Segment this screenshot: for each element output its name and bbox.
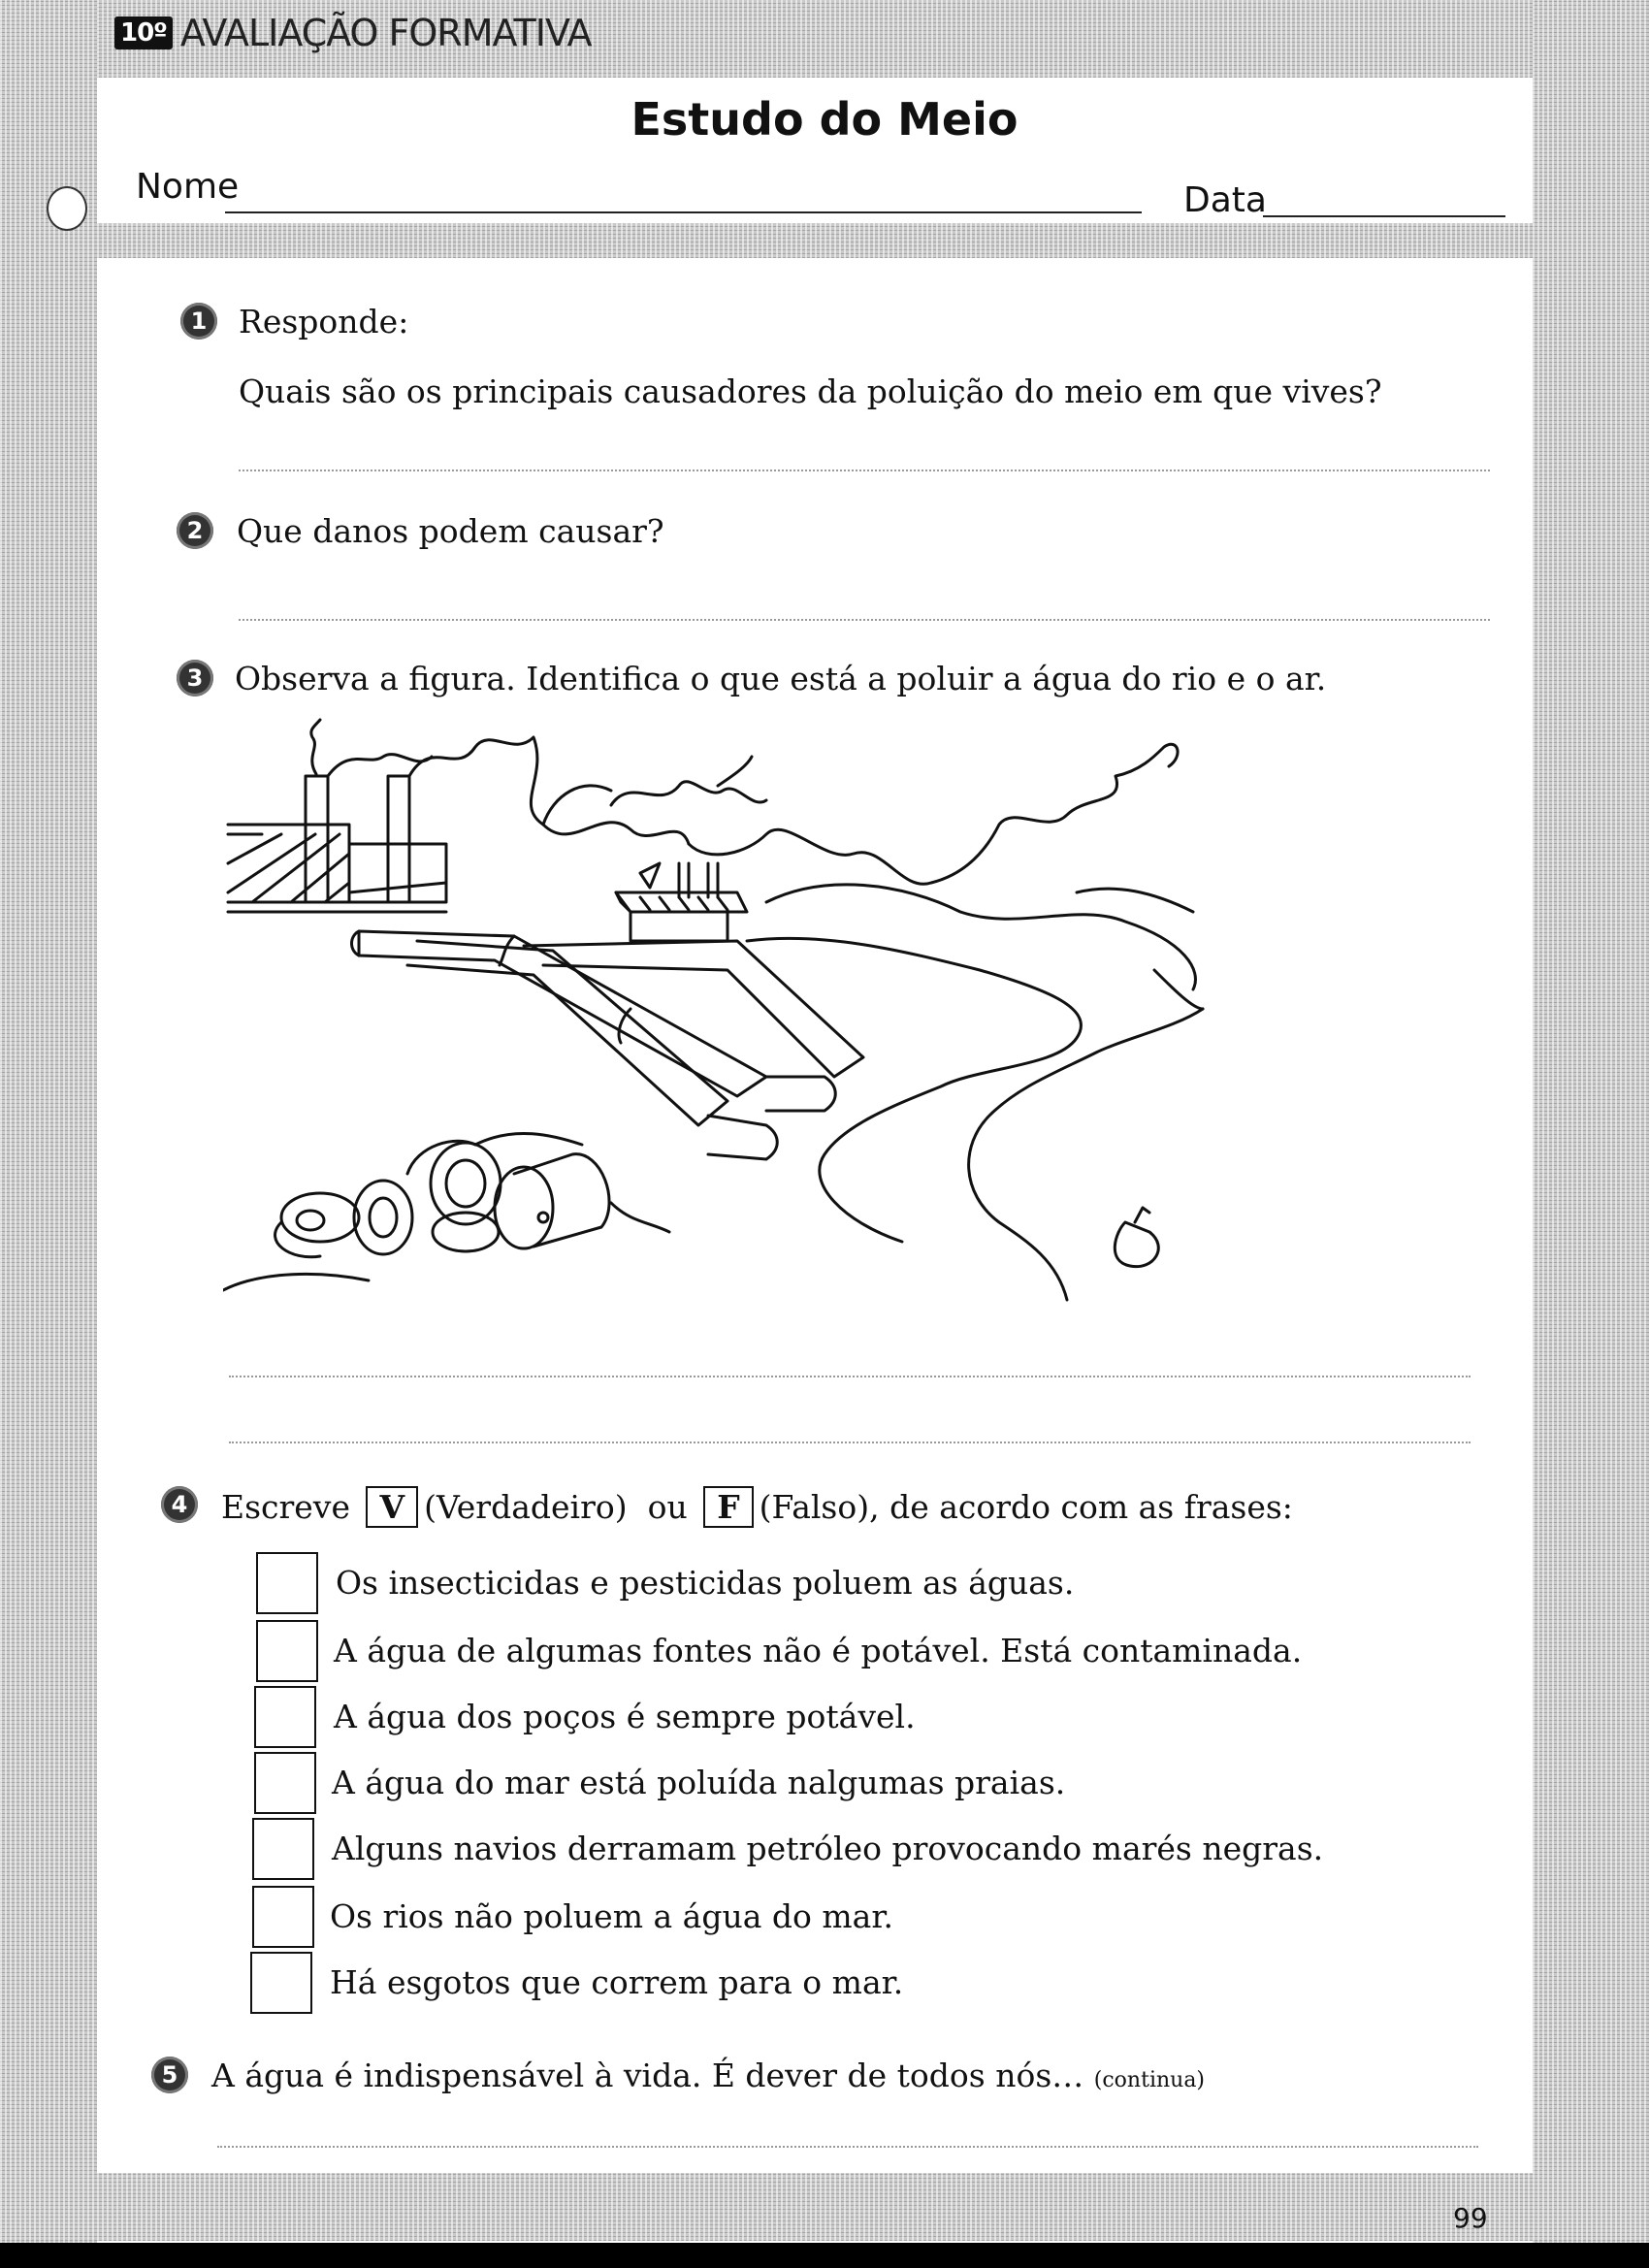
question-5-number: 5 (151, 2057, 188, 2093)
series-header (114, 8, 592, 58)
answer-box[interactable] (254, 1752, 316, 1814)
answer-line-2[interactable] (239, 619, 1490, 621)
grade-badge: 10º (114, 16, 173, 49)
header-band (97, 223, 1533, 258)
answer-box[interactable] (256, 1620, 318, 1682)
question-1-text: Quais são os principais causadores da poluição do meio em que vives? (239, 373, 1382, 410)
statement: Os insecticidas e pesticidas poluem as águas. (336, 1564, 1075, 1602)
answer-line-3a[interactable] (229, 1376, 1471, 1377)
true-symbol-box: V (366, 1486, 418, 1528)
page-title: Estudo do Meio (630, 93, 1018, 146)
answer-box[interactable] (252, 1818, 314, 1880)
statement: Os rios não poluem a água do mar. (330, 1897, 893, 1935)
question-2-number: 2 (177, 512, 213, 549)
continue-note: (continua) (1093, 2068, 1206, 2092)
waste-pile (275, 1133, 669, 1256)
statement: A água dos poços é sempre potável. (334, 1698, 916, 1735)
page-frame-right (1533, 0, 1649, 2268)
answer-box[interactable] (256, 1552, 318, 1614)
page-frame-bottom (0, 2173, 1649, 2241)
answer-line-1[interactable] (239, 470, 1490, 471)
series-label: AVALIAÇÃO FORMATIVA (179, 12, 592, 54)
drain-pipes (352, 931, 864, 1159)
name-field[interactable] (225, 211, 1142, 213)
name-label: Nome (136, 167, 240, 207)
question-1-number: 1 (180, 303, 217, 340)
question-1-label: Responde: (239, 303, 409, 340)
question-3-text: Observa a figura. Identifica o que está a poluir a água do rio e o ar. (235, 660, 1327, 697)
smoke-clouds (311, 720, 1178, 884)
scan-bottom-edge (0, 2243, 1649, 2268)
statement: Há esgotos que correm para o mar. (330, 1963, 904, 2001)
question-2-text: Que danos podem causar? (237, 512, 664, 550)
statement: A água de algumas fontes não é potável. Está contaminada. (334, 1632, 1303, 1669)
date-label: Data (1183, 180, 1267, 220)
page-frame-left (0, 0, 97, 2268)
statement: Alguns navios derramam petróleo provocando marés negras. (332, 1830, 1324, 1867)
question-3-number: 3 (177, 660, 213, 697)
question-5-sentence: A água é indispensável à vida. É dever de todos nós… (211, 2057, 1084, 2094)
landscape (223, 885, 1203, 1300)
false-symbol-box: F (703, 1486, 753, 1528)
answer-box[interactable] (250, 1952, 312, 2014)
binder-hole (47, 186, 87, 231)
statement: A água do mar está poluída nalgumas praias. (332, 1764, 1066, 1801)
pollution-illustration (223, 718, 1504, 1319)
answer-box[interactable] (254, 1686, 316, 1748)
question-5-text (211, 2057, 1205, 2094)
date-field[interactable] (1263, 215, 1505, 217)
page-number: 99 (1453, 2202, 1488, 2234)
bottle (1115, 1208, 1158, 1267)
answer-line-3b[interactable] (229, 1442, 1471, 1443)
or-word: ou (647, 1488, 688, 1526)
answer-box[interactable] (252, 1886, 314, 1948)
false-description: (Falso), de acordo com as frases: (759, 1488, 1293, 1526)
question-4-instruction (221, 1486, 1293, 1528)
factory-left (228, 776, 446, 902)
factory-center (616, 863, 747, 941)
instruction-prefix: Escreve (221, 1488, 350, 1526)
answer-line-5[interactable] (217, 2146, 1478, 2148)
question-4-number: 4 (161, 1486, 198, 1523)
true-description: (Verdadeiro) (424, 1488, 628, 1526)
